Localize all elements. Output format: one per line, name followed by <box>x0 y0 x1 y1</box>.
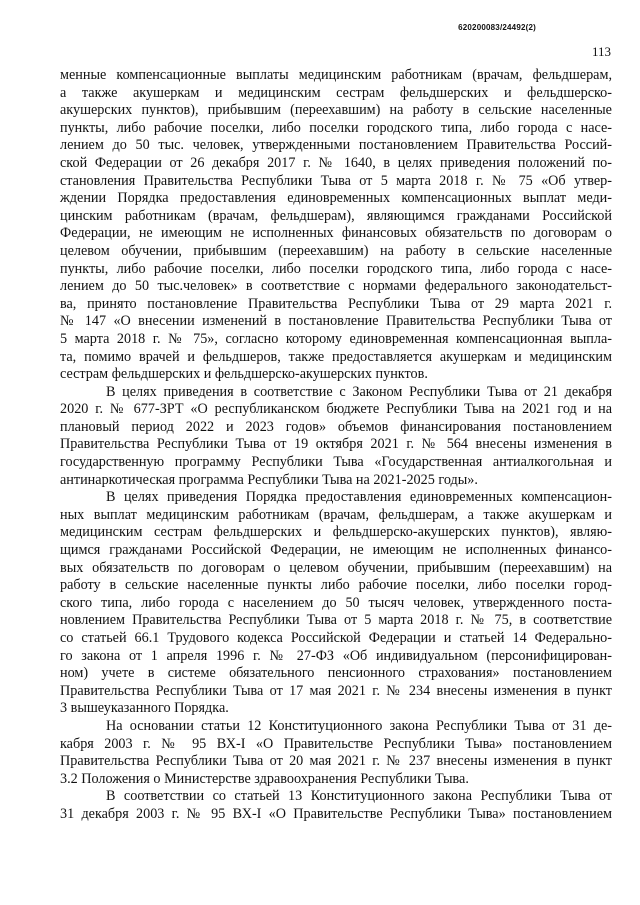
paragraph <box>60 718 612 788</box>
text-line: пункты, либо рабочие поселки, либо поселки городского типа, либо города с насе- <box>60 260 612 277</box>
text-line: медицинским сестрам фельдшерских и фельдшерско-акушерских пунктов), являю- <box>60 524 612 541</box>
text-line: та, помимо врачей и фельдшеров, также предоставляется акушеркам и медицинским <box>60 348 612 365</box>
text-line: В целях приведения в соответствие с Законом Республики Тыва от 21 декабря <box>106 383 612 400</box>
text-line: На основании статьи 12 Конституционного закона Республики Тыва от 31 де- <box>106 717 612 734</box>
text-line: В соответствии со статьей 13 Конституционного закона Республики Тыва от <box>106 788 612 805</box>
text-line: ждении Порядка предоставления единовременных компенсационных выплат меди- <box>60 190 612 207</box>
text-line: В целях приведения Порядка предоставления единовременных компенсацион- <box>106 489 612 506</box>
text-line: цинским работникам (врачам, фельдшерам), являющимся гражданами Российской <box>60 207 612 224</box>
paragraph <box>60 788 612 823</box>
text-line: лением до 50 тыс.человек» в соответствие с нормами федерального законодательст- <box>60 278 612 295</box>
text-line: плановый период 2022 и 2023 годов» объемов финансирования постановлением <box>60 418 612 435</box>
document-registration-number: 620200083/24492(2) <box>458 23 536 32</box>
text-line: ных выплат медицинским работникам (врачам, фельдшерам, а также акушеркам и <box>60 506 612 523</box>
page-number: 113 <box>591 44 611 59</box>
text-line: 31 декабря 2003 г. № 95 ВХ-I «О Правительстве Республики Тыва» постановлением <box>60 805 612 822</box>
text-line: Правительства Республики Тыва от 20 мая 2021 г. № 237 внесены изменения в пункт <box>60 753 612 770</box>
text-line: антинаркотическая программа Республики Тыва на 2021-2025 годы». <box>60 471 478 488</box>
text-line: кабря 2003 г. № 95 ВХ-I «О Правительстве Республики Тыва» постановлением <box>60 735 612 752</box>
text-line: щимся гражданами Российской Федерации, не имеющим не исполненных финансо- <box>60 542 612 559</box>
text-line: а также акушеркам и медицинским сестрам фельдшерских и фельдшерско- <box>60 84 612 101</box>
text-line: лением до 50 тыс. человек, утвержденными постановлением Правительства Россий- <box>60 137 612 154</box>
text-line: государственную программу Республики Тыва «Государственная антиалкогольная и <box>60 454 612 471</box>
text-line: Правительства Республики Тыва от 17 мая 2021 г. № 234 внесены изменения в пункт <box>60 682 612 699</box>
text-line: менные компенсационные выплаты медицинским работникам (врачам, фельдшерам, <box>60 67 612 83</box>
text-line: становления Правительства Республики Тыва от 5 марта 2018 г. № 75 «Об утвер- <box>60 172 612 189</box>
text-line: Федерации, не имеющим не исполненных финансовых обязательств по договорам о <box>60 225 612 242</box>
text-line: вых обязательств по договорам о целевом обучении, прибывшим (переехавшим) на <box>60 559 612 576</box>
text-line: го закона от 1 апреля 1996 г. № 27-ФЗ «Об индивидуальном (персонифицирован- <box>60 647 612 664</box>
paragraph <box>60 489 612 718</box>
text-line: со статьей 66.1 Трудового кодекса Российской Федерации и статьей 14 Федерально- <box>60 630 612 646</box>
text-line: 3 вышеуказанного Порядка. <box>60 700 229 717</box>
text-line: акушерских пунктов), прибывшим (переехавшим) на работу в сельские населенные <box>60 102 612 119</box>
text-line: ского типа, либо города с населением до 50 тысяч человек, утвержденного поста- <box>60 594 612 611</box>
paragraph <box>60 384 612 490</box>
text-line: новлением Правительства Республики Тыва от 5 марта 2018 г. № 75, в соответствие <box>60 612 612 629</box>
text-line: Правительства Республики Тыва от 19 октября 2021 г. № 564 внесены изменения в <box>60 436 612 453</box>
paragraph <box>60 67 612 384</box>
text-line: 5 марта 2018 г. № 75», согласно которому единовременная компенсационная выпла- <box>60 330 612 347</box>
text-line: № 147 «О внесении изменений в постановление Правительства Республики Тыва от <box>60 313 612 330</box>
text-line: ном) учете в системе обязательного пенсионного страхования» постановлением <box>60 665 612 682</box>
text-line: целевом обучении, прибывшим (переехавшим) на работу в сельские населенные <box>60 242 612 259</box>
document-body <box>60 67 612 824</box>
text-line: сестрам фельдшерских и фельдшерско-акушерских пунктов. <box>60 366 428 383</box>
text-line: 2020 г. № 677-ЗРТ «О республиканском бюджете Республики Тыва на 2021 год и на <box>60 401 612 418</box>
text-line: пункты, либо рабочие поселки, либо поселки городского типа, либо города с насе- <box>60 119 612 136</box>
text-line: работу в сельские населенные пункты либо рабочие поселки, либо поселки город- <box>60 577 612 594</box>
text-line: ва, принято постановление Правительства Республики Тыва от 29 марта 2021 г. <box>60 295 612 312</box>
text-line: ской Федерации от 26 декабря 2017 г. № 1640, в целях приведения положений по- <box>60 154 612 171</box>
text-line: 3.2 Положения о Министерстве здравоохранения Республики Тыва. <box>60 770 469 787</box>
